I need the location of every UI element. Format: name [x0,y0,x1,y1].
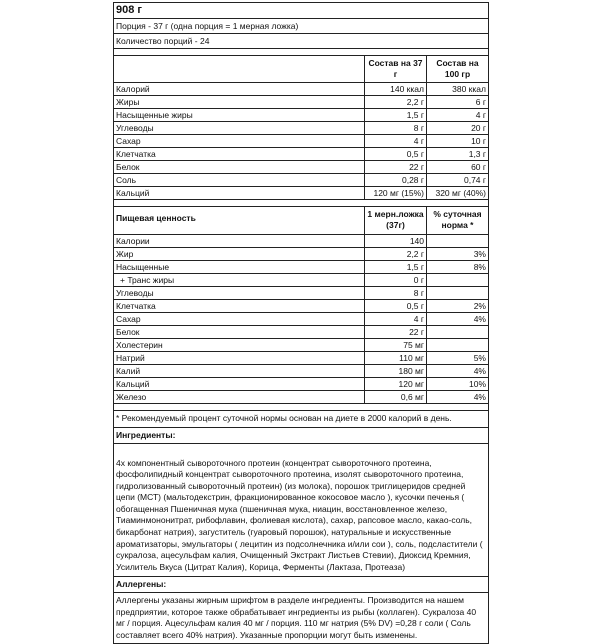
nutrient-name: + Транс жиры [114,274,365,286]
nutrient-value: 0,5 г [365,148,427,160]
nutrient-name: Белок [114,161,365,173]
table-row [114,109,488,122]
nutrient-value-2 [427,326,488,338]
nutrient-value-2: 60 г [471,162,486,172]
nutrient-value: 180 мг [365,365,427,377]
table-row [114,352,488,365]
nutrient-name: Натрий [114,352,365,364]
nutrient-name: Углеводы [114,287,365,299]
nutrient-value-2: 4 г [475,110,486,120]
nutrient-value: 0,5 г [365,300,427,312]
nutrient-value: 120 мг [365,378,427,390]
nutrient-value-2 [427,287,488,299]
nutrient-value: 4 г [365,313,427,325]
nutrient-value: 22 г [365,326,427,338]
nutrient-name: Сахар [114,135,365,147]
nutrient-value-2: 4% [473,366,486,376]
nutrition-label [113,2,489,644]
nutrient-name: Жир [114,248,365,260]
nutrient-value-2: 5% [473,353,486,363]
table-row [114,187,488,200]
nutrient-name: Калории [114,235,365,247]
col-nutrition-value: Пищевая ценность [114,207,365,234]
nutrient-value: 22 г [365,161,427,173]
servings-count: Количество порций - 24 [114,34,488,49]
col-per-100g: Состав на 100 гр [436,58,479,79]
table-row [114,135,488,148]
nutrient-value: 75 мг [365,339,427,351]
nutrient-name: Углеводы [114,122,365,134]
nutrient-name: Соль [114,174,365,186]
nutrient-value-2: 3% [473,249,486,259]
nutrient-value: 110 мг [365,352,427,364]
divider [114,49,488,56]
nutrient-value-2: 4% [473,392,486,402]
divider [114,404,488,411]
nutrient-name: Калий [114,365,365,377]
nutrient-value-2: 8% [473,262,486,272]
table-row [114,248,488,261]
nutrient-name: Сахар [114,313,365,325]
nutrient-value: 2,2 г [365,96,427,108]
nutrient-value: 8 г [365,287,427,299]
nutrient-value: 140 [365,235,427,247]
nutrient-value-2 [427,339,488,351]
nutrient-value-2: 4% [473,314,486,324]
nutrient-value-2 [427,274,488,286]
ingredients-heading: Ингредиенты: [114,428,488,444]
table-row [114,339,488,352]
nutrient-value: 0,6 мг [365,391,427,403]
nutrient-value-2: 6 г [475,97,486,107]
nutrient-value-2: 1,3 г [468,149,486,159]
nutrient-value-2: 320 мг (40%) [435,188,486,198]
nutrient-name: Белок [114,326,365,338]
portion-info: Порция - 37 г (одна порция = 1 мерная ложка) [114,19,488,34]
nutrient-value: 2,2 г [365,248,427,260]
composition-table [114,56,488,200]
table-row [114,96,488,109]
nutrient-value: 0 г [365,274,427,286]
table-row [114,274,488,287]
col-scoop: 1 мерн.ложка (37г) [365,207,427,234]
nutrient-value: 1,5 г [365,261,427,273]
nutrient-value-2 [427,235,488,247]
nutrient-value-2: 10 г [471,136,486,146]
nutrient-value: 8 г [365,122,427,134]
table-row [114,287,488,300]
nutrient-name: Калорий [114,83,365,95]
nutrient-value: 0,28 г [365,174,427,186]
table-row [114,148,488,161]
nutrient-name: Клетчатка [114,148,365,160]
table-row [114,174,488,187]
nutrient-name: Жиры [114,96,365,108]
table-row [114,391,488,404]
nutrient-value-2: 380 ккал [452,84,486,94]
package-weight: 908 г [114,3,488,19]
nutrient-value-2: 20 г [471,123,486,133]
table-row [114,365,488,378]
nutrient-name: Кальций [114,378,365,390]
col-per-serving: Состав на 37 г [365,56,427,82]
table-row [114,235,488,248]
nutrient-name: Насыщенные жиры [114,109,365,121]
daily-value-footnote: * Рекомендуемый процент суточной нормы основан на диете в 2000 калорий в день. [114,411,488,428]
nutrient-value-2: 0,74 г [463,175,486,185]
nutrient-name: Кальций [114,187,365,199]
nutrient-name: Насыщенные [114,261,365,273]
table-row [114,122,488,135]
nutrient-value-2: 2% [473,301,486,311]
allergens-text: Аллергены указаны жирным шрифтом в разделе ингредиенты. Производится на нашем предприятии, которое также обрабатывает ингредиенты из рыбы (коллаген). Сукралоза 40 мг / порция. Ацесульфам калия 40 мг / порция. 110 мг натрия (5% DV) =0,28 г соли ( Соль составляет всего 40% натрия). Указанные пропорции могут быть изменены. [116,595,477,640]
nutrient-value: 1,5 г [365,109,427,121]
table-row [114,326,488,339]
nutrient-value: 4 г [365,135,427,147]
nutrient-value: 140 ккал [365,83,427,95]
table-row [114,300,488,313]
nutrient-value-2: 10% [468,379,486,389]
table-row [114,261,488,274]
nutrient-name: Клетчатка [114,300,365,312]
nutrient-value: 120 мг (15%) [365,187,427,199]
nutrient-name: Холестерин [114,339,365,351]
ingredients-text: 4х компонентный сывороточного протеин (концентрат сывороточного протеина, фосфолипидный концентрат сывороточного протеина, изолят сывороточного протеина, гидролизованный сывороточный протеин) (из молока), порошок триглицеридов средней цепи (МСТ) (мальтодекстрин, фракционированное кокосовое масло ), кусочки печенья ( обогащенная Пшеничная мука (пшеничная мука, ниацин, восстановленное железо, Тиаминмононитрат, рибофлавин, фолиевая кислота), сахар, рапсовое масло, какао-соль, бикарбонат натрия), загуститель (гуаровый порошок), натуральные и искусственные ароматизаторы, эмульгаторы ( лецитин из подсолнечника и/или сои ), соль, подсластители ( сукралоза, ацесульфам калия, Очищенный Экстракт Листьев Стевии), Диоксид Кремния, Усилитель Вкуса (Цитрат Калия), Корица, Ферменты (Лактаза, Протеаза) [114,444,488,578]
table-row [114,83,488,96]
nutrition-facts-header [114,207,488,235]
allergens-heading: Аллергены: [114,577,488,593]
table-row [114,378,488,391]
col-daily-value: % суточная норма * [433,209,482,230]
nutrient-name: Железо [114,391,365,403]
nutrition-facts-table [114,207,488,404]
table-row [114,161,488,174]
table-row [114,313,488,326]
divider [114,200,488,207]
composition-table-header [114,56,488,83]
